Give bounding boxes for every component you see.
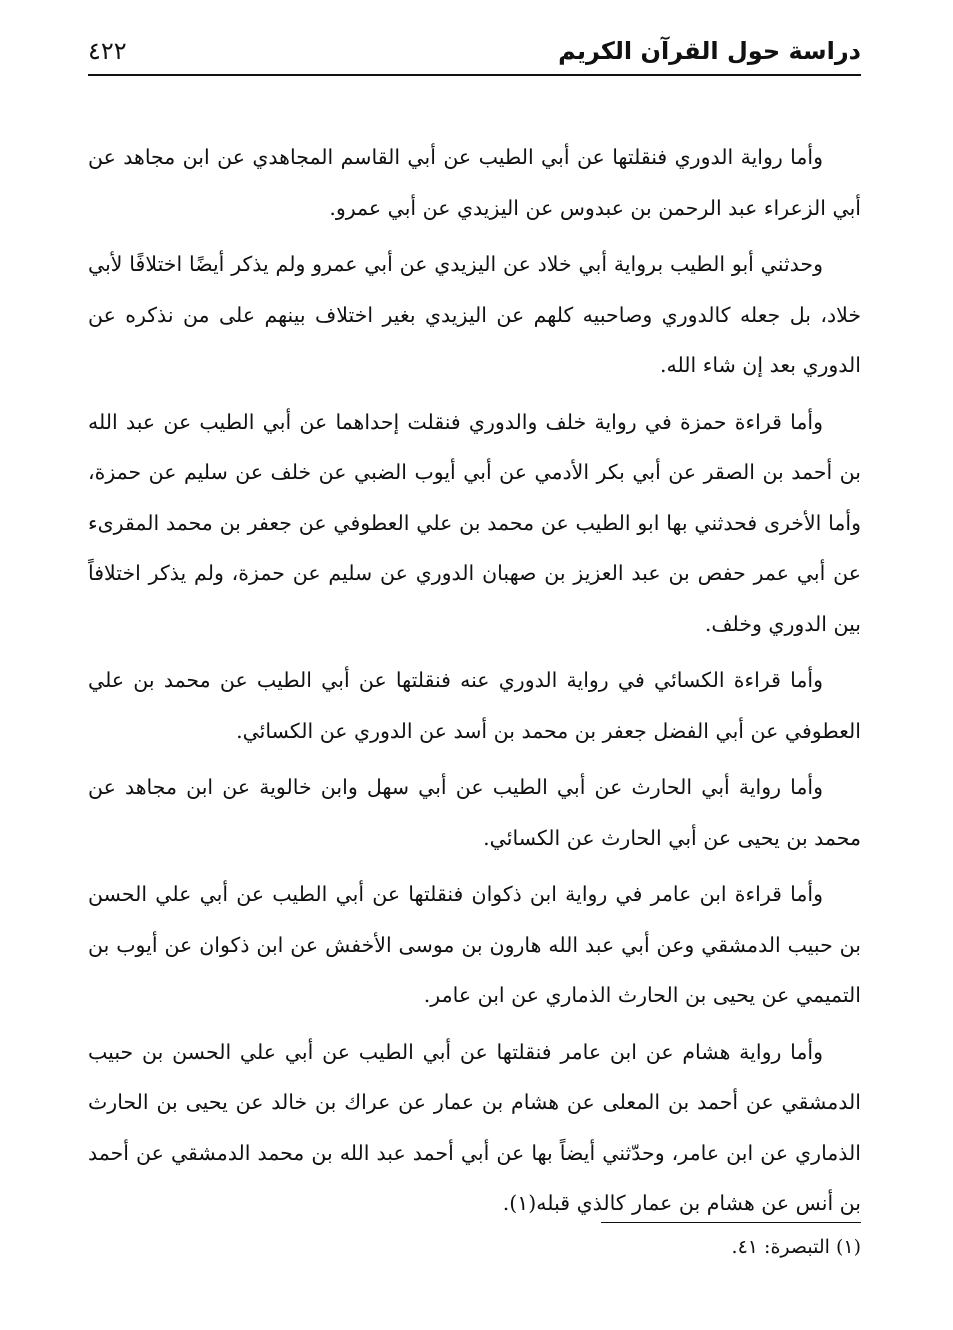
page-number: ٤٢٢ xyxy=(88,37,127,65)
paragraph: وأما قراءة الكسائي في رواية الدوري عنه فنقلتها عن أبي الطيب عن محمد بن علي العطوفي عن أبي الفضل جعفر بن محمد بن أسد عن الدوري عن الكسائي. xyxy=(88,668,861,743)
paragraph: وأما قراءة ابن عامر في رواية ابن ذكوان فنقلتها عن أبي الطيب عن أبي علي الحسن بن حبيب الدمشقي وعن أبي عبد الله هارون بن موسى الأخفش عن ابن ذكوان عن أيوب بن التميمي عن يحيى بن الحارث الذماري عن ابن عامر. xyxy=(88,882,861,1007)
paragraph: وحدثني أبو الطيب برواية أبي خلاد عن اليزيدي عن أبي عمرو ولم يذكر أيضًا اختلافًا لأبي خلاد، بل جعله كالدوري وصاحبيه كلهم عن اليزيدي بغير اختلاف بينهم على من نذكره عن الدوري بعد إن شاء الله. xyxy=(88,252,861,377)
page-header xyxy=(88,28,861,76)
paragraph: وأما رواية هشام عن ابن عامر فنقلتها عن أبي الطيب عن أبي علي الحسن بن حبيب الدمشقي عن أحمد بن المعلى عن هشام بن عمار عن عراك بن خالد عن يحيى بن الحارث الذماري عن ابن عامر، وحدّثني أيضاً بها عن أبي أحمد عبد الله بن محمد الدمشقي عن أحمد بن أنس عن هشام بن عمار كالذي قبله(١). xyxy=(88,1039,861,1215)
footnote-divider xyxy=(601,1222,861,1223)
paragraph: وأما قراءة حمزة في رواية خلف والدوري فنقلت إحداهما عن أبي الطيب عن عبد الله بن أحمد بن الصقر عن أبي بكر الأدمي عن أبي أيوب الضبي عن خلف عن سليم عن حمزة، وأما الأخرى فحدثني بها ابو الطيب عن محمد بن علي العطوفي عن جعفر بن محمد المقرىء عن أبي عمر حفص بن عبد العزيز بن صهبان الدوري عن سليم عن حمزة، ولم يذكر اختلافاً بين الدوري وخلف. xyxy=(88,409,861,636)
paragraph: وأما رواية أبي الحارث عن أبي الطيب عن أبي سهل وابن خالوية عن ابن مجاهد عن محمد بن يحيى عن أبي الحارث عن الكسائي. xyxy=(88,775,861,850)
paragraph: وأما رواية الدوري فنقلتها عن أبي الطيب عن أبي القاسم المجاهدي عن ابن مجاهد عن أبي الزعراء عبد الرحمن بن عبدوس عن اليزيدي عن أبي عمرو. xyxy=(88,145,861,220)
footnote: (١) التبصرة: ٤١. xyxy=(731,1236,861,1258)
body-text xyxy=(88,132,861,1235)
running-title: دراسة حول القرآن الكريم xyxy=(558,37,861,65)
